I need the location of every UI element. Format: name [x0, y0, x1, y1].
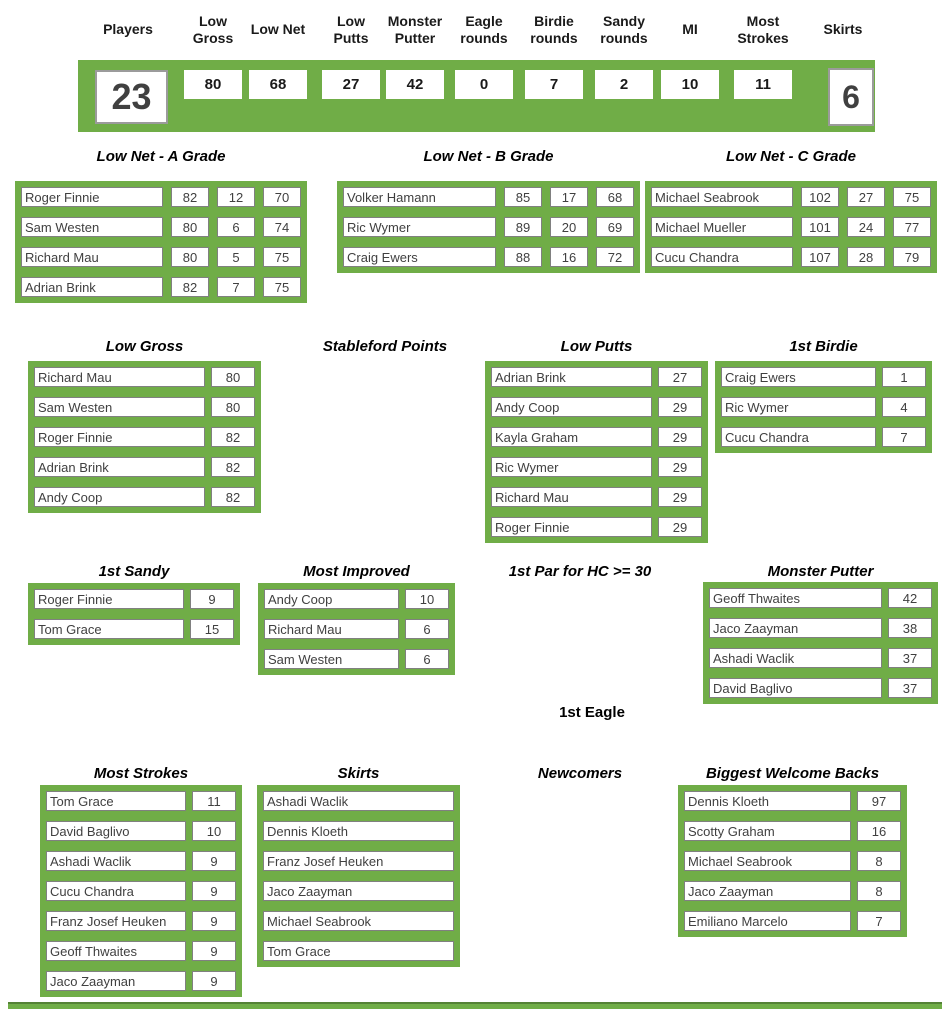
table-row	[651, 187, 931, 207]
value-cell: 4	[882, 397, 926, 417]
value-cell: 80	[211, 367, 255, 387]
value-cell: 97	[857, 791, 901, 811]
summary-column-label: MI	[682, 21, 698, 38]
table-row	[709, 648, 932, 668]
value-cell: 68	[596, 187, 634, 207]
value-cell: 9	[190, 589, 234, 609]
value-cell: 75	[263, 277, 301, 297]
value-cell: 38	[888, 618, 932, 638]
value-cell: 5	[217, 247, 255, 267]
value-cell: 10	[192, 821, 236, 841]
table-row	[709, 588, 932, 608]
value-cell: 9	[192, 881, 236, 901]
table-row	[263, 821, 454, 841]
table-row	[651, 247, 931, 267]
player-name-cell: Kayla Graham	[491, 427, 652, 447]
player-name-cell: Ric Wymer	[721, 397, 876, 417]
value-cell: 82	[211, 457, 255, 477]
value-cell: 85	[504, 187, 542, 207]
player-name-cell: Sam Westen	[264, 649, 399, 669]
value-cell: 7	[857, 911, 901, 931]
player-name-cell: Roger Finnie	[34, 589, 184, 609]
table-row	[263, 911, 454, 931]
value-cell: 20	[550, 217, 588, 237]
value-cell: 15	[190, 619, 234, 639]
section-title-skirts: Skirts	[337, 765, 380, 782]
value-cell: 80	[171, 247, 209, 267]
player-name-cell: Andy Coop	[491, 397, 652, 417]
summary-stat-value: 10	[661, 70, 719, 99]
player-name-cell: Franz Josef Heuken	[263, 851, 454, 871]
table-1st-birdie	[715, 361, 932, 453]
section-title-stableford-points: Stableford Points	[322, 338, 448, 355]
player-name-cell: Richard Mau	[21, 247, 163, 267]
player-name-cell: Adrian Brink	[34, 457, 205, 477]
table-low-net-c-grade	[645, 181, 937, 273]
summary-column-label: Low Gross	[192, 12, 234, 46]
section-title-monster-putter: Monster Putter	[767, 563, 874, 580]
table-row	[264, 589, 449, 609]
table-row	[491, 517, 702, 537]
value-cell: 9	[192, 851, 236, 871]
table-low-gross	[28, 361, 261, 513]
value-cell: 82	[211, 427, 255, 447]
table-row	[721, 367, 926, 387]
table-row	[34, 457, 255, 477]
player-name-cell: Michael Mueller	[651, 217, 793, 237]
player-name-cell: Michael Seabrook	[263, 911, 454, 931]
table-low-putts	[485, 361, 708, 543]
player-name-cell: Jaco Zaayman	[263, 881, 454, 901]
value-cell: 82	[171, 277, 209, 297]
player-name-cell: Scotty Graham	[684, 821, 851, 841]
table-row	[46, 821, 236, 841]
players-column-label: Players	[103, 21, 153, 38]
player-name-cell: Cucu Chandra	[651, 247, 793, 267]
table-row	[343, 247, 634, 267]
section-title-1st-birdie: 1st Birdie	[789, 338, 858, 355]
section-title-low-net-a-grade: Low Net - A Grade	[96, 148, 226, 165]
summary-column-label: Monster Putter	[387, 12, 443, 46]
player-name-cell: Sam Westen	[21, 217, 163, 237]
table-row	[491, 397, 702, 417]
section-title-low-putts: Low Putts	[560, 338, 633, 355]
player-name-cell: Roger Finnie	[21, 187, 163, 207]
player-name-cell: Ashadi Waclik	[709, 648, 882, 668]
table-row	[343, 187, 634, 207]
table-skirts	[257, 785, 460, 967]
table-row	[491, 457, 702, 477]
table-row	[21, 217, 301, 237]
value-cell: 29	[658, 517, 702, 537]
player-name-cell: Geoff Thwaites	[46, 941, 186, 961]
table-row	[21, 247, 301, 267]
player-name-cell: Adrian Brink	[491, 367, 652, 387]
player-name-cell: Jaco Zaayman	[709, 618, 882, 638]
summary-stat-value: 11	[734, 70, 792, 99]
value-cell: 72	[596, 247, 634, 267]
table-row	[721, 427, 926, 447]
player-name-cell: David Baglivo	[46, 821, 186, 841]
skirts-column-label: Skirts	[823, 21, 863, 38]
summary-column-label: Most Strokes	[737, 12, 789, 46]
player-name-cell: Tom Grace	[46, 791, 186, 811]
table-row	[21, 277, 301, 297]
bottom-divider	[8, 1002, 942, 1009]
table-row	[46, 851, 236, 871]
player-name-cell: Ric Wymer	[491, 457, 652, 477]
table-row	[263, 851, 454, 871]
value-cell: 17	[550, 187, 588, 207]
value-cell: 29	[658, 487, 702, 507]
player-name-cell: Jaco Zaayman	[684, 881, 851, 901]
value-cell: 6	[405, 619, 449, 639]
summary-stat-value: 42	[386, 70, 444, 99]
player-name-cell: Sam Westen	[34, 397, 205, 417]
player-name-cell: Franz Josef Heuken	[46, 911, 186, 931]
value-cell: 69	[596, 217, 634, 237]
value-cell: 29	[658, 457, 702, 477]
table-row	[684, 821, 901, 841]
value-cell: 70	[263, 187, 301, 207]
value-cell: 7	[882, 427, 926, 447]
section-title-1st-sandy: 1st Sandy	[98, 563, 170, 580]
player-name-cell: Tom Grace	[263, 941, 454, 961]
section-title-1st-eagle: 1st Eagle	[559, 704, 625, 721]
table-row	[46, 941, 236, 961]
player-name-cell: Richard Mau	[491, 487, 652, 507]
table-row	[264, 619, 449, 639]
player-name-cell: Ric Wymer	[343, 217, 496, 237]
table-row	[46, 791, 236, 811]
skirts-count-box: 6	[828, 68, 874, 126]
value-cell: 9	[192, 941, 236, 961]
value-cell: 1	[882, 367, 926, 387]
player-name-cell: Volker Hamann	[343, 187, 496, 207]
player-name-cell: Richard Mau	[264, 619, 399, 639]
player-name-cell: David Baglivo	[709, 678, 882, 698]
value-cell: 89	[504, 217, 542, 237]
players-count-box: 23	[95, 70, 168, 124]
player-name-cell: Richard Mau	[34, 367, 205, 387]
table-low-net-a-grade	[15, 181, 307, 303]
player-name-cell: Andy Coop	[264, 589, 399, 609]
player-name-cell: Tom Grace	[34, 619, 184, 639]
table-row	[34, 589, 234, 609]
value-cell: 10	[405, 589, 449, 609]
table-low-net-b-grade	[337, 181, 640, 273]
value-cell: 27	[847, 187, 885, 207]
table-row	[34, 397, 255, 417]
summary-stat-value: 0	[455, 70, 513, 99]
player-name-cell: Michael Seabrook	[684, 851, 851, 871]
table-monster-putter	[703, 582, 938, 704]
table-row	[46, 971, 236, 991]
value-cell: 42	[888, 588, 932, 608]
summary-column-label: Low Putts	[333, 12, 369, 46]
value-cell: 102	[801, 187, 839, 207]
table-1st-sandy	[28, 583, 240, 645]
table-row	[34, 487, 255, 507]
table-row	[21, 187, 301, 207]
table-row	[709, 678, 932, 698]
value-cell: 24	[847, 217, 885, 237]
value-cell: 6	[405, 649, 449, 669]
value-cell: 74	[263, 217, 301, 237]
value-cell: 75	[893, 187, 931, 207]
value-cell: 11	[192, 791, 236, 811]
table-row	[491, 487, 702, 507]
section-title-1st-par-for-hc-30: 1st Par for HC >= 30	[508, 563, 652, 580]
table-row	[684, 911, 901, 931]
value-cell: 12	[217, 187, 255, 207]
summary-stat-value: 68	[249, 70, 307, 99]
section-title-most-improved: Most Improved	[303, 563, 410, 580]
table-most-strokes	[40, 785, 242, 997]
value-cell: 82	[211, 487, 255, 507]
player-name-cell: Craig Ewers	[343, 247, 496, 267]
table-biggest-welcome-backs	[678, 785, 907, 937]
value-cell: 29	[658, 427, 702, 447]
table-row	[34, 367, 255, 387]
value-cell: 80	[211, 397, 255, 417]
table-row	[721, 397, 926, 417]
summary-column-label: Low Net	[250, 21, 306, 38]
value-cell: 9	[192, 911, 236, 931]
value-cell: 80	[171, 217, 209, 237]
player-name-cell: Ashadi Waclik	[263, 791, 454, 811]
value-cell: 16	[550, 247, 588, 267]
player-name-cell: Jaco Zaayman	[46, 971, 186, 991]
value-cell: 28	[847, 247, 885, 267]
player-name-cell: Dennis Kloeth	[263, 821, 454, 841]
value-cell: 88	[504, 247, 542, 267]
value-cell: 6	[217, 217, 255, 237]
table-row	[264, 649, 449, 669]
value-cell: 82	[171, 187, 209, 207]
table-row	[34, 619, 234, 639]
value-cell: 7	[217, 277, 255, 297]
value-cell: 8	[857, 881, 901, 901]
player-name-cell: Roger Finnie	[491, 517, 652, 537]
section-title-low-net-b-grade: Low Net - B Grade	[423, 148, 554, 165]
player-name-cell: Craig Ewers	[721, 367, 876, 387]
table-row	[263, 791, 454, 811]
value-cell: 29	[658, 397, 702, 417]
summary-stat-value: 80	[184, 70, 242, 99]
value-cell: 8	[857, 851, 901, 871]
summary-stat-value: 7	[525, 70, 583, 99]
summary-stat-value: 27	[322, 70, 380, 99]
player-name-cell: Roger Finnie	[34, 427, 205, 447]
section-title-low-gross: Low Gross	[105, 338, 184, 355]
value-cell: 77	[893, 217, 931, 237]
player-name-cell: Dennis Kloeth	[684, 791, 851, 811]
table-row	[651, 217, 931, 237]
value-cell: 107	[801, 247, 839, 267]
table-row	[34, 427, 255, 447]
table-row	[46, 881, 236, 901]
summary-column-label: Sandy rounds	[600, 12, 648, 46]
value-cell: 16	[857, 821, 901, 841]
table-row	[343, 217, 634, 237]
summary-column-label: Eagle rounds	[460, 12, 508, 46]
table-row	[709, 618, 932, 638]
value-cell: 37	[888, 678, 932, 698]
player-name-cell: Geoff Thwaites	[709, 588, 882, 608]
table-row	[491, 427, 702, 447]
section-title-newcomers: Newcomers	[537, 765, 623, 782]
section-title-most-strokes: Most Strokes	[93, 765, 189, 782]
value-cell: 101	[801, 217, 839, 237]
player-name-cell: Cucu Chandra	[721, 427, 876, 447]
value-cell: 75	[263, 247, 301, 267]
summary-stat-value: 2	[595, 70, 653, 99]
value-cell: 79	[893, 247, 931, 267]
player-name-cell: Emiliano Marcelo	[684, 911, 851, 931]
player-name-cell: Adrian Brink	[21, 277, 163, 297]
table-row	[263, 881, 454, 901]
table-row	[491, 367, 702, 387]
player-name-cell: Michael Seabrook	[651, 187, 793, 207]
summary-column-label: Birdie rounds	[530, 12, 578, 46]
table-row	[46, 911, 236, 931]
section-title-biggest-welcome-backs: Biggest Welcome Backs	[705, 765, 880, 782]
player-name-cell: Cucu Chandra	[46, 881, 186, 901]
table-row	[684, 881, 901, 901]
player-name-cell: Andy Coop	[34, 487, 205, 507]
table-row	[684, 791, 901, 811]
section-title-low-net-c-grade: Low Net - C Grade	[725, 148, 856, 165]
player-name-cell: Ashadi Waclik	[46, 851, 186, 871]
value-cell: 37	[888, 648, 932, 668]
table-row	[684, 851, 901, 871]
table-row	[263, 941, 454, 961]
table-most-improved	[258, 583, 455, 675]
value-cell: 9	[192, 971, 236, 991]
value-cell: 27	[658, 367, 702, 387]
